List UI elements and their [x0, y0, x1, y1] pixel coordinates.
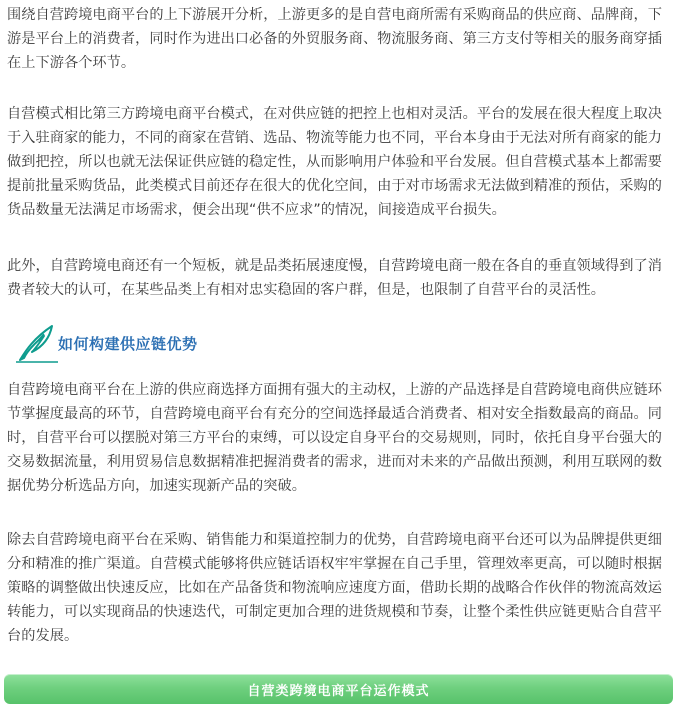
paragraph-upstream-advantage: 自营跨境电商平台在上游的供应商选择方面拥有强大的主动权，上游的产品选择是自营跨境电商供应链环节掌握度最高的环节，自营跨境电商平台有充分的空间选择最适合消费者、相对安全指数最高的商品。同时，自营平台可以摆脱对第三方平台的束缚，可以设定自身平台的交易规则，同时，依托自身平台强大的交易数据流量，利用贸易信息数据精准把握消费者的需求，进而对未来的产品做出预测，利用互联网的数据优势分析选品方向，加速实现新产品的突破。 — [7, 382, 662, 494]
section-heading-title: 如何构建供应链优势 — [58, 335, 198, 353]
paragraph-self-operated-vs-third-party: 自营模式相比第三方跨境电商平台模式，在对供应链的把控上也相对灵活。平台的发展在很大程度上取决于入驻商家的能力，不同的商家在营销、选品、物流等能力也不同，平台本身由于无法对所有商家的能力做到把控，所以也就无法保证供应链的稳定性，从而影响用户体验和平台发展。但自营模式基本上都需要提前批量采购货品，此类模式目前还存在很大的优化空间，由于对市场需求无法做到精准的预估，采购的货品数量无法满足市场需求，便会出现“供不应求”的情况，间接造成平台损失。 — [7, 106, 662, 218]
feather-quill-icon — [14, 320, 62, 364]
section-banner — [4, 674, 673, 704]
paragraph-promotion-channel: 除去自营跨境电商平台在采购、销售能力和渠道控制力的优势，自营跨境电商平台还可以为品牌提供更细分和精准的推广渠道。自营模式能够将供应链话语权牢牢掌握在自己手里，管理效率更高，可以随时根据策略的调整做出快速反应，比如在产品备货和物流响应速度方面，借助长期的战略合作伙伴的物流高效运转能力，可以实现商品的快速迭代，可制定更加合理的进货规模和节奏，让整个柔性供应链更贴合自营平台的发展。 — [7, 532, 662, 644]
paragraph-upstream-downstream: 围绕自营跨境电商平台的上下游展开分析，上游更多的是自营电商所需有采购商品的供应商、品牌商，下游是平台上的消费者，同时作为进出口必备的外贸服务商、物流服务商、第三方支付等相关的服务商穿插在上下游各个环节。 — [7, 7, 662, 71]
section-heading — [14, 320, 264, 364]
section-banner-title: 自营类跨境电商平台运作模式 — [247, 683, 430, 699]
paragraph-category-shortcoming: 此外，自营跨境电商还有一个短板，就是品类拓展速度慢，自营跨境电商一般在各自的垂直领域得到了消费者较大的认可，在某些品类上有相对忠实稳固的客户群，但是，也限制了自营平台的灵活性。 — [7, 258, 662, 298]
